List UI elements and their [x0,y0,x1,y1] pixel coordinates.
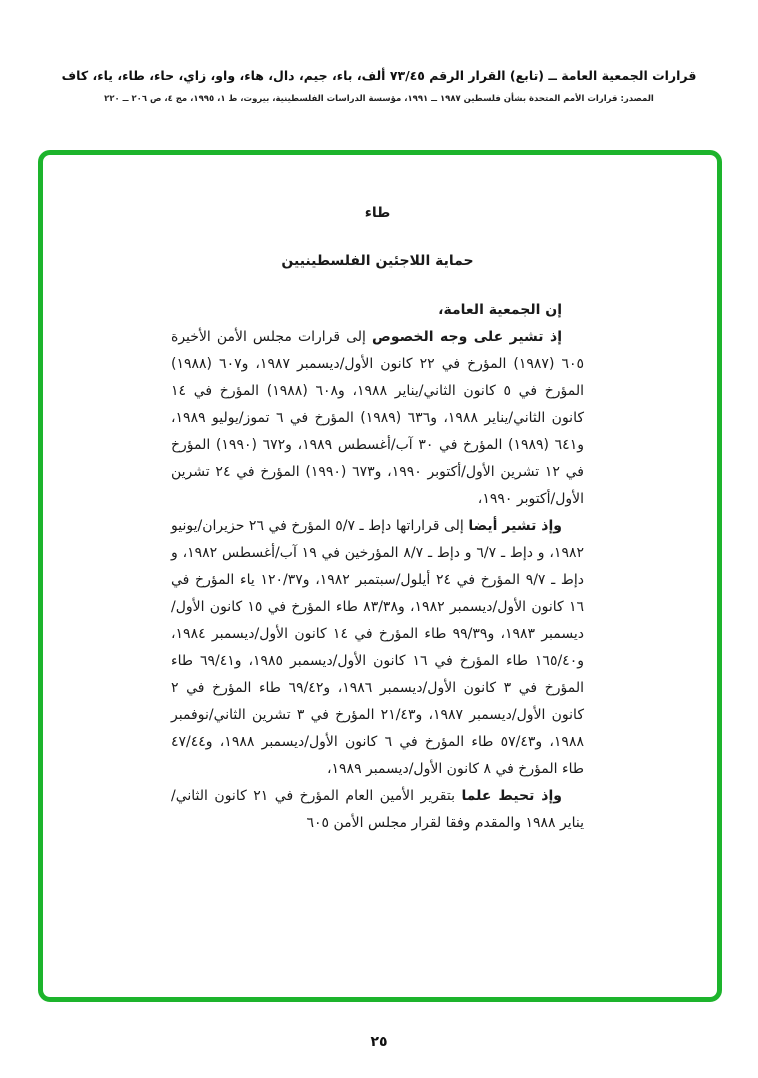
page-header [30,68,728,104]
document-body [171,205,584,837]
paragraph-text: إلى قرارات مجلس الأمن الأخيرة ٦٠٥ (١٩٨٧) المؤرخ في ٢٢ كانون الأول/ديسمبر ١٩٨٧، و٦٠٧ (١٩٨٨) المؤرخ في ٥ كانون الثاني/يناير ١٩٨٨، و٦٠٨ (١٩٨٨) المؤرخ في ١٤ كانون الثاني/يناير ١٩٨٨، و٦٣٦ (١٩٨٩) المؤرخ في ٦ تموز/يوليو ١٩٨٩، و٦٤١ (١٩٨٩) المؤرخ في ٣٠ آب/أغسطس ١٩٨٩، و٦٧٢ (١٩٩٠) المؤرخ في ١٢ تشرين الأول/أكتوبر ١٩٩٠، و٦٧٣ (١٩٩٠) المؤرخ في ٢٤ تشرين الأول/أكتوبر ١٩٩٠، [171,329,585,507]
opening-line: إن الجمعية العامة، [438,302,562,318]
page-number: ٢٥ [370,1034,388,1050]
paragraph-text: بتقرير الأمين العام المؤرخ في ٢١ كانون الثاني/يناير ١٩٨٨ والمقدم وفقا لقرار مجلس الأمن ٦٠٥ [171,788,584,831]
document-title: حماية اللاجئين الفلسطينيين [281,253,474,269]
document-frame [38,150,722,1002]
paragraph [171,324,584,513]
header-source: المصدر: قرارات الأمم المتحدة بشأن فلسطين ١٩٨٧ ــ ١٩٩١، مؤسسة الدراسات الفلسطينية، بيروت، ط ١، ١٩٩٥، مج ٤، ص ٢٠٦ ــ ٢٢٠ [104,94,654,104]
paragraph-lead: وإذ تشير أيضا [468,518,562,534]
paragraph [171,783,584,837]
paragraph-lead: إذ تشير على وجه الخصوص [371,329,562,345]
paragraph-lead: وإذ تحيط علما [461,788,562,804]
paragraph-text: إلى قراراتها دإط ـ ٥/٧ المؤرخ في ٢٦ حزيران/يونيو ١٩٨٢، و دإط ـ ٦/٧ و دإط ـ ٨/٧ المؤرخين في ١٩ آب/أغسطس ١٩٨٢، و دإط ـ ٩/٧ المؤرخ في ٢٤ أيلول/سبتمبر ١٩٨٢، و١٢٠/٣٧ ياء المؤرخ في ١٦ كانون الأول/ديسمبر ١٩٨٢، و٨٣/٣٨ طاء المؤرخ في ١٥ كانون الأول/ديسمبر ١٩٨٣، و٩٩/٣٩ طاء المؤرخ في ١٤ كانون الأول/ديسمبر ١٩٨٤، و١٦٥/٤٠ طاء المؤرخ في ١٦ كانون الأول/ديسمبر ١٩٨٥، و٦٩/٤١ طاء المؤرخ في ٣ كانون الأول/ديسمبر ١٩٨٦، و٦٩/٤٢ طاء المؤرخ في ٢ كانون الأول/ديسمبر ١٩٨٧، و٢١/٤٣ المؤرخ في ٣ تشرين الثاني/نوفمبر ١٩٨٨، و٥٧/٤٣ طاء المؤرخ في ٦ كانون الأول/ديسمبر ١٩٨٨، و٤٧/٤٤ طاء المؤرخ في ٨ كانون الأول/ديسمبر ١٩٨٩، [171,518,584,777]
section-letter: طاء [364,205,391,221]
paragraph [171,513,584,783]
header-title: قرارات الجمعية العامة ــ (تابع) القرار الرقم ٧٣/٤٥ ألف، باء، جيم، دال، هاء، واو، زاي، حاء، طاء، ياء، كاف [61,68,697,83]
